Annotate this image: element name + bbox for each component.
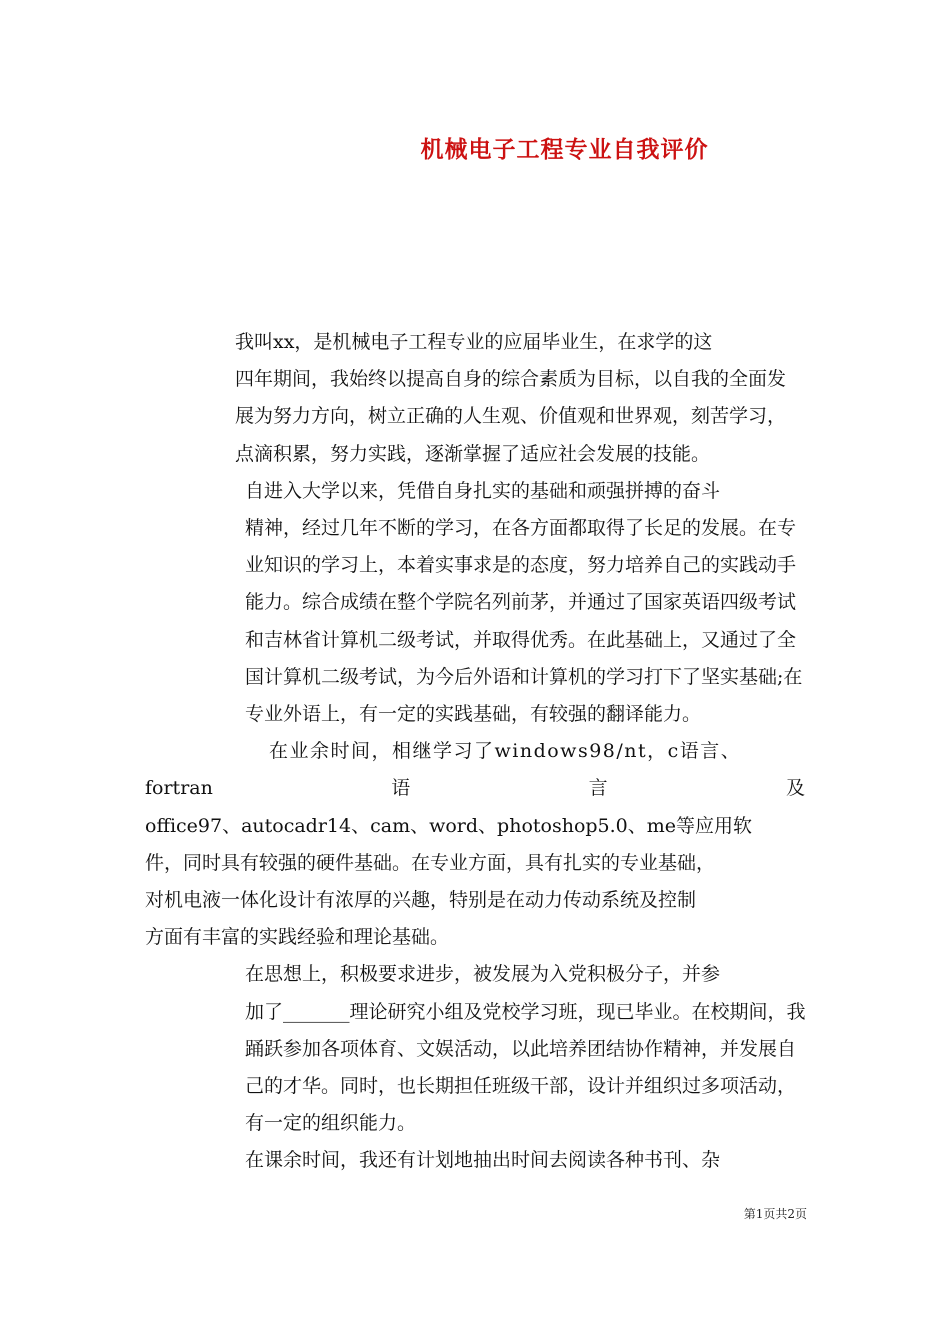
text-line: 在思想上，积极要求进步，被发展为入党积极分子，并参 bbox=[245, 963, 721, 986]
text-line: 业知识的学习上，本着实事求是的态度，努力培养自己的实践动手 bbox=[245, 554, 797, 577]
text-line: 四年期间，我始终以提高自身的综合素质为目标，以自我的全面发 bbox=[235, 368, 787, 391]
text-line: 国计算机二级考试，为今后外语和计算机的学习打下了坚实基础;在 bbox=[245, 665, 803, 688]
text-line: 己的才华。同时，也长期担任班级干部，设计并组织过多项活动， bbox=[245, 1075, 797, 1098]
document-title: 机械电子工程专业自我评价 bbox=[420, 136, 709, 163]
document-body bbox=[145, 324, 805, 1180]
word: 及 bbox=[785, 777, 805, 800]
paragraph-spare-time bbox=[145, 1142, 805, 1179]
paragraph-skills-cont bbox=[145, 770, 805, 956]
text-line: 和吉林省计算机二级考试，并取得优秀。在此基础上，又通过了全 bbox=[245, 628, 797, 651]
word: 语 bbox=[391, 777, 411, 800]
word: fortran bbox=[145, 777, 213, 800]
text-line: 方面有丰富的实践经验和理论基础。 bbox=[145, 926, 450, 949]
text-line: 对机电液一体化设计有浓厚的兴趣，特别是在动力传动系统及控制 bbox=[145, 889, 697, 912]
text-line: 有一定的组织能力。 bbox=[245, 1112, 417, 1135]
text-line: 自进入大学以来，凭借自身扎实的基础和顽强拼搏的奋斗 bbox=[245, 479, 721, 502]
text-line: 展为努力方向，树立正确的人生观、价值观和世界观，刻苦学习， bbox=[235, 405, 787, 428]
paragraph-ideology bbox=[145, 956, 805, 1142]
text-line: 能力。综合成绩在整个学院名列前茅，并通过了国家英语四级考试 bbox=[245, 591, 797, 614]
text-line: 件，同时具有较强的硬件基础。在专业方面，具有扎实的专业基础， bbox=[145, 851, 716, 874]
text-line-spread bbox=[145, 770, 805, 807]
paragraph-university bbox=[145, 473, 805, 733]
text-line: office97、autocadr14、cam、word、photoshop5.0、me等应用软 bbox=[145, 814, 753, 837]
text-line: 在课余时间，我还有计划地抽出时间去阅读各种书刊、杂 bbox=[245, 1149, 721, 1172]
paragraph-skills bbox=[145, 733, 805, 770]
text-line: 加了_______理论研究小组及党校学习班，现已毕业。在校期间，我 bbox=[245, 1000, 806, 1023]
text-line: 我叫xx，是机械电子工程专业的应届毕业生，在求学的这 bbox=[235, 331, 713, 353]
paragraph-intro bbox=[145, 324, 805, 473]
word: 言 bbox=[588, 777, 608, 800]
text-line: 专业外语上，有一定的实践基础，有较强的翻译能力。 bbox=[245, 703, 702, 726]
page-number: 第1页共2页 bbox=[743, 1207, 807, 1221]
text-line: 踊跃参加各项体育、文娱活动，以此培养团结协作精神，并发展自 bbox=[245, 1037, 797, 1060]
text-line: 精神，经过几年不断的学习，在各方面都取得了长足的发展。在专 bbox=[245, 517, 797, 540]
text-line: 在业余时间，相继学习了windows98/nt，c语言、 bbox=[269, 740, 742, 763]
text-line: 点滴积累，努力实践，逐渐掌握了适应社会发展的技能。 bbox=[235, 442, 711, 465]
